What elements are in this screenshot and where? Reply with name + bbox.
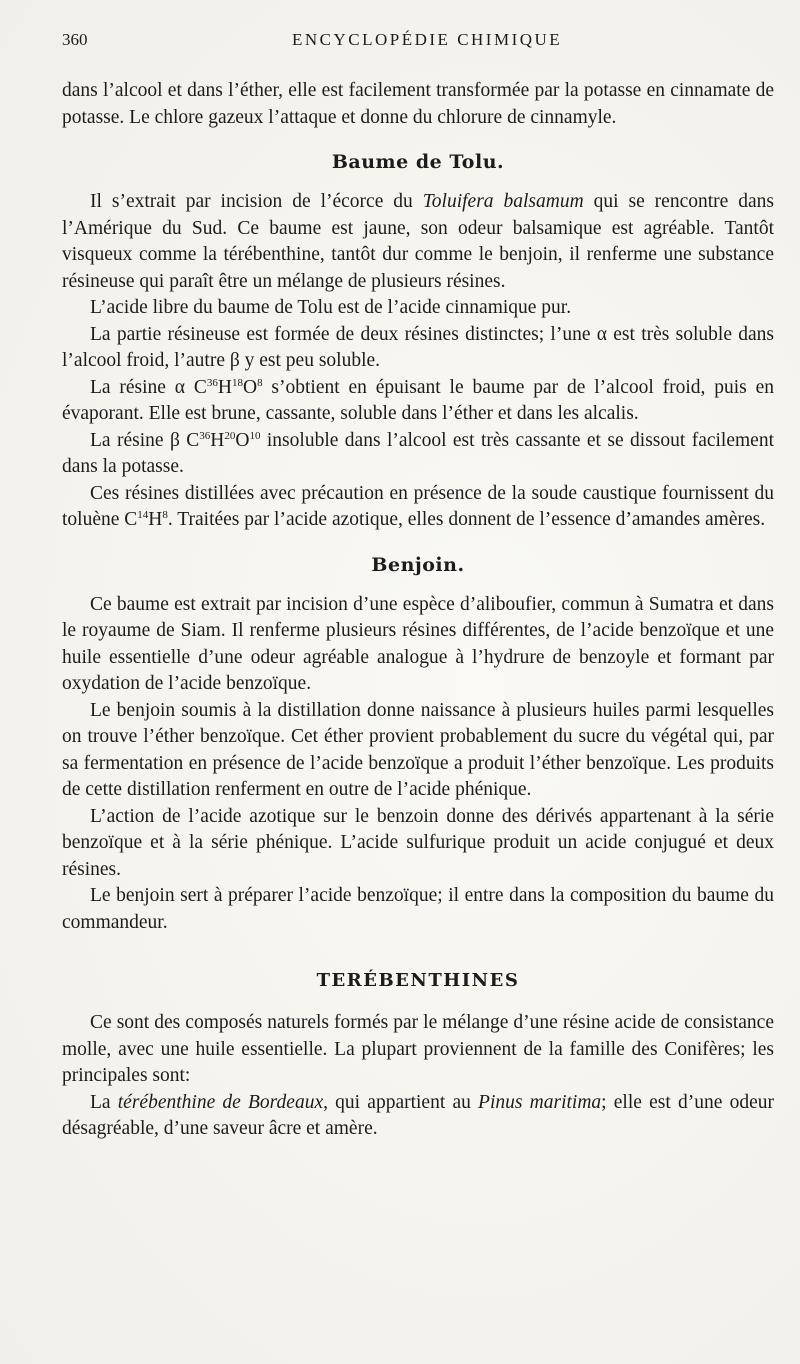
element-symbol: O: [235, 429, 250, 451]
element-symbol: H: [210, 429, 225, 451]
text-span: insoluble dans l’alcool est très cassante et se dissout facilement dans la potasse.: [62, 429, 774, 477]
element-symbol: H: [217, 376, 232, 398]
text-span: qui se rencontre dans l’Amérique du Sud. Ce baume est jaune, son odeur balsamique est agréable. Tantôt visqueux comme la térébenthine, tantôt dur comme le benjoin, il renferme une substance résineuse qui paraît être un mélange de plusieurs résines.: [62, 191, 774, 292]
tolu-paragraph-5: [62, 428, 774, 481]
tolu-paragraph-1: [62, 189, 774, 295]
section-heading-terebenthines: TERÉBENTHINES: [316, 970, 520, 991]
element-symbol: H: [148, 509, 163, 530]
terebenthines-paragraph-1: Ce sont des composés naturels formés par le mélange d’une résine acide de consistance molle, avec une huile essentielle. La plupart proviennent de la famille des Conifères; les principales sont:: [62, 1012, 774, 1086]
element-symbol: C: [186, 429, 200, 451]
intro-paragraph: dans l’alcool et dans l’éther, elle est facilement transformée par la potasse en cinnamate de potasse. Le chlore gazeux l’attaque et donne du chlorure de cinnamyle.: [62, 80, 774, 128]
atom-count: 36: [199, 429, 211, 442]
benjoin-paragraph-1: Ce baume est extrait par incision d’une espèce d’aliboufier, commun à Sumatra et dans le royaume de Siam. Il renferme plusieurs résines différentes, de l’acide benzoïque et une huile essentielle d’une odeur agréable analogue à l’hydrure de benzoyle et formant par oxydation de l’acide benzoïque.: [62, 593, 774, 694]
chemical-formula: [194, 377, 263, 398]
atom-count: 36: [206, 376, 218, 389]
text-span: Il s’extrait par incision de l’écorce du: [90, 191, 423, 212]
text-span: , qui appartient au: [323, 1091, 479, 1113]
product-name: térébenthine de Bordeaux: [117, 1091, 324, 1113]
section-heading-benjoin: Benjoin.: [371, 553, 465, 576]
element-symbol: C: [124, 509, 138, 530]
atom-count: 10: [249, 429, 261, 442]
element-symbol: O: [242, 376, 258, 398]
chemical-formula: [186, 430, 260, 451]
text-span: Ces résines distillées avec précaution en présence de la soude caustique fournissent du toluène: [62, 482, 774, 530]
text-span: La: [90, 1091, 118, 1113]
atom-count: 20: [224, 429, 236, 442]
text-span: ; elle est d’une odeur désagréable, d’une saveur âcre et amère.: [62, 1091, 774, 1139]
tolu-paragraph-3: La partie résineuse est formée de deux résines distinctes; l’une α est très soluble dans l’alcool froid, l’autre β y est peu soluble.: [62, 323, 774, 371]
running-title: ENCYCLOPÉDIE CHIMIQUE: [292, 30, 563, 49]
atom-count: 18: [231, 376, 243, 389]
text-span: La résine α: [90, 376, 194, 398]
atom-count: 14: [137, 509, 149, 521]
element-symbol: C: [193, 376, 207, 398]
terebenthines-paragraph-2: [62, 1090, 774, 1143]
text-span: s’obtient en épuisant le baume par de l’alcool froid, puis en évaporant. Elle est brune, cassante, soluble dans l’éther et dans les alcalis.: [62, 376, 775, 424]
text-span: . Traitées par l’acide azotique, elles donnent de l’essence d’amandes amères.: [167, 509, 766, 530]
atom-count: 8: [162, 509, 168, 521]
benjoin-paragraph-2: Le benjoin soumis à la distillation donne naissance à plusieurs huiles parmi lesquelles on trouve l’éther benzoïque. Cet éther provient probablement du sucre du végétal qui, par sa fermentation en présence de l’acide benzoïque a produit l’éther benzoïque. Les produits de cette distillation renferment en outre de l’acide phénique.: [62, 699, 774, 800]
page-number: 360: [62, 30, 88, 49]
benjoin-paragraph-4: Le benjoin sert à préparer l’acide benzoïque; il entre dans la composition du baume du commandeur.: [62, 885, 774, 933]
atom-count: 8: [257, 376, 263, 389]
chemical-formula: [124, 509, 168, 530]
benjoin-paragraph-3: L’action de l’acide azotique sur le benzoin donne des dérivés appartenant à la série benzoïque et à la série phénique. L’acide sulfurique produit un acide conjugué et deux résines.: [62, 805, 774, 880]
species-name: Pinus maritima: [478, 1091, 602, 1113]
section-heading-tolu: Baume de Tolu.: [331, 151, 505, 173]
text-span: La résine β: [90, 429, 187, 451]
tolu-paragraph-6: [62, 481, 774, 534]
tolu-paragraph-2: L’acide libre du baume de Tolu est de l’acide cinnamique pur.: [90, 297, 572, 318]
running-header: [62, 30, 774, 56]
tolu-paragraph-4: [62, 375, 774, 428]
species-name: Toluifera balsamum: [422, 191, 584, 212]
